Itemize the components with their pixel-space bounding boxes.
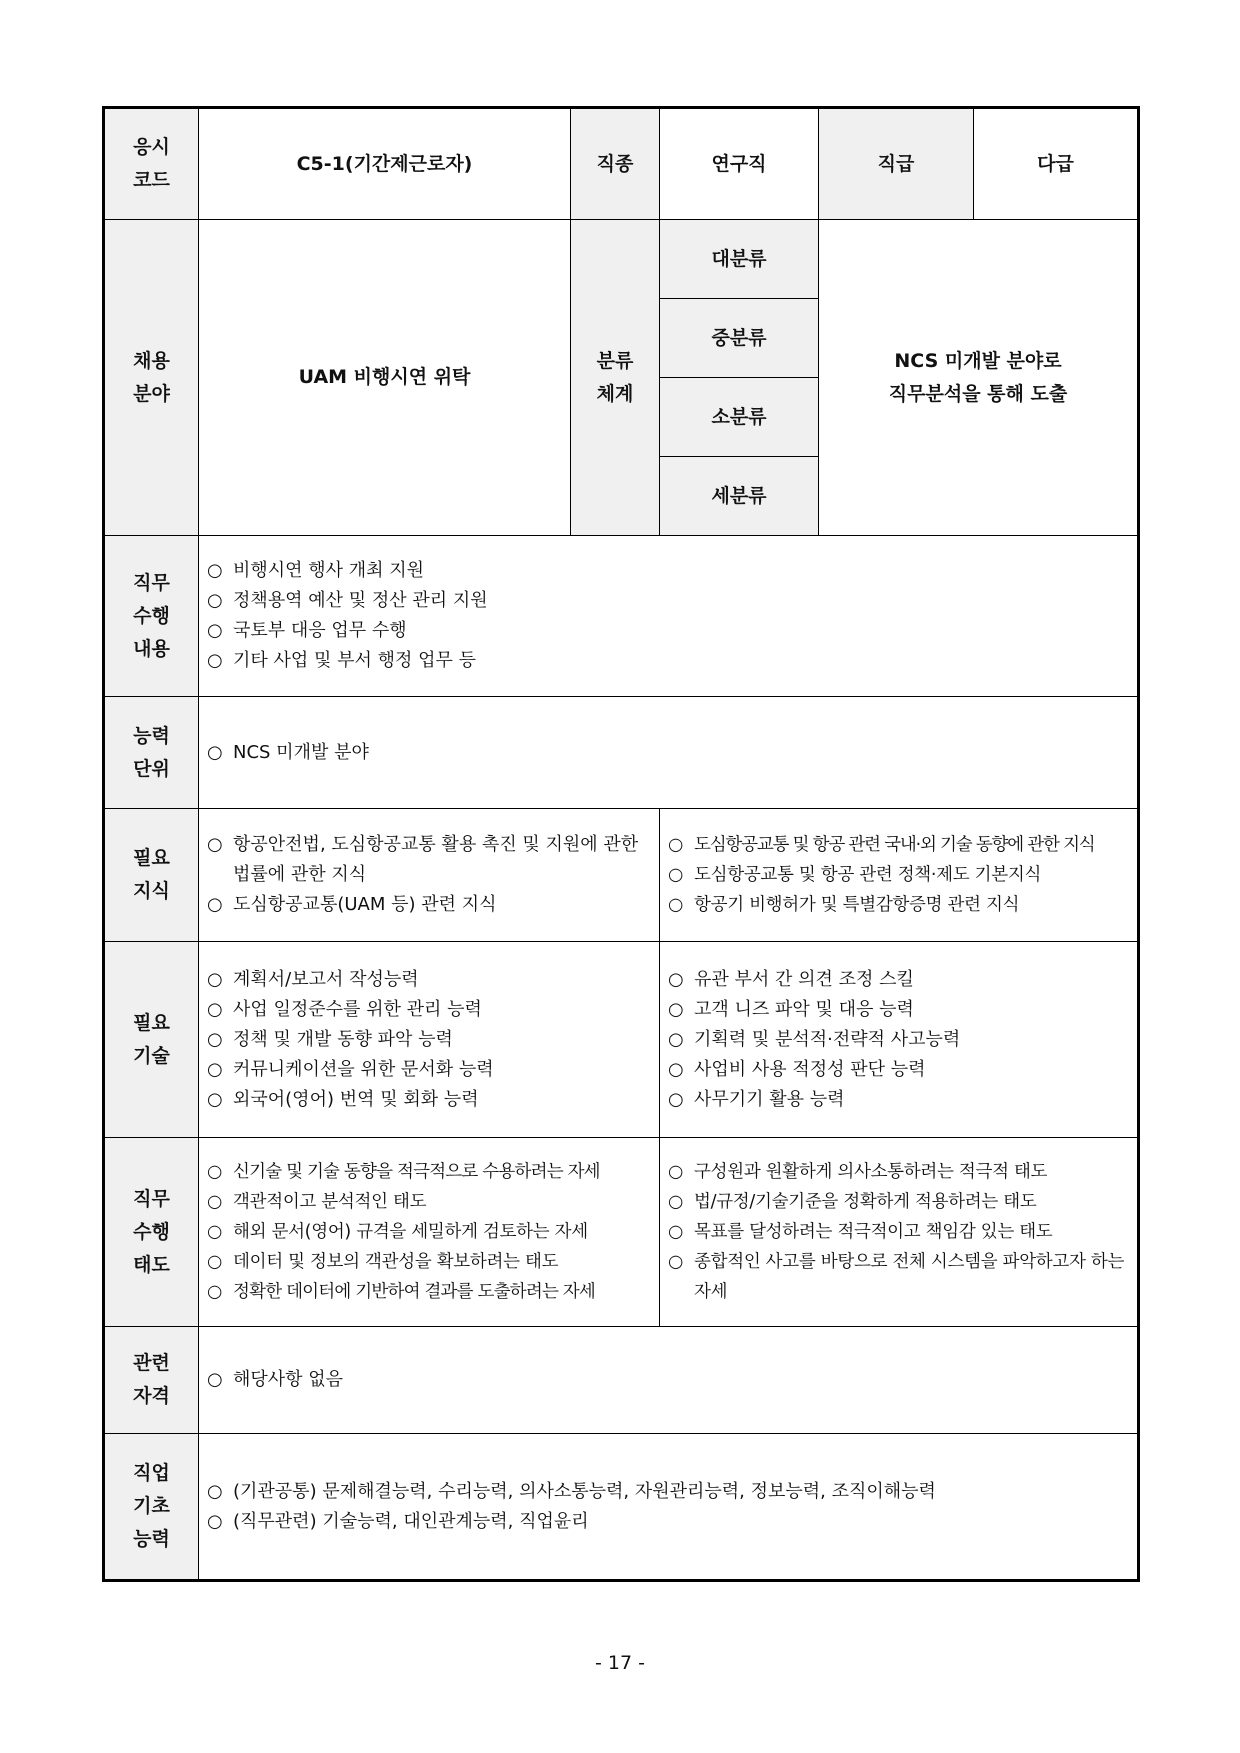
job-type-label: 직종 — [571, 109, 660, 220]
field-value: UAM 비행시연 위탁 — [199, 220, 571, 536]
list-item: ○ 도심항공교통 및 항공 관련 국내·외 기술 동향에 관한 지식 — [668, 830, 1131, 860]
list-item: ○ 정책 및 개발 동향 파악 능력 — [207, 1025, 653, 1055]
bullet-icon: ○ — [207, 560, 223, 581]
bullet-icon: ○ — [207, 620, 223, 641]
knowledge-row — [105, 809, 1138, 942]
list-item: ○ 객관적이고 분석적인 태도 — [207, 1187, 653, 1217]
bullet-icon: ○ — [668, 1192, 683, 1212]
list-item: ○ 계획서/보고서 작성능력 — [207, 965, 653, 995]
bullet-icon: ○ — [207, 741, 223, 763]
bullet-icon: ○ — [668, 1222, 683, 1242]
duties-row — [105, 536, 1138, 697]
bullet-icon: ○ — [207, 894, 223, 915]
exam-code-label: 응시 코드 — [105, 109, 199, 220]
job-description-table — [104, 108, 1138, 1580]
class-level-detail: 세분류 — [660, 457, 819, 536]
bullet-icon: ○ — [207, 650, 223, 671]
list-item: ○ 종합적인 사고를 바탕으로 전체 시스템을 파악하고자 하는 자세 — [668, 1247, 1131, 1307]
exam-code-value: C5-1(기간제근로자) — [199, 109, 571, 220]
bullet-icon: ○ — [668, 1162, 683, 1182]
certs-row — [105, 1327, 1138, 1434]
field-label: 채용 분야 — [105, 220, 199, 536]
bullet-icon: ○ — [207, 1252, 222, 1272]
basics-row — [105, 1434, 1138, 1580]
attitude-left-list — [199, 1138, 660, 1327]
list-item: ○ 신기술 및 기술 동향을 적극적으로 수용하려는 자세 — [207, 1157, 653, 1187]
bullet-icon: ○ — [207, 834, 223, 855]
list-item: ○ 구성원과 원활하게 의사소통하려는 적극적 태도 — [668, 1157, 1131, 1187]
attitude-right-list — [660, 1138, 1138, 1327]
bullet-icon: ○ — [207, 1510, 223, 1532]
ability-unit-row — [105, 697, 1138, 809]
skills-left-list — [199, 942, 660, 1138]
knowledge-label: 필요 지식 — [105, 809, 199, 942]
basics-list — [199, 1434, 1138, 1580]
page-number: - 17 - — [595, 1652, 645, 1674]
attitude-label: 직무 수행 태도 — [105, 1138, 199, 1327]
bullet-icon: ○ — [668, 865, 683, 885]
duties-label: 직무 수행 내용 — [105, 536, 199, 697]
list-item: ○ 기타 사업 및 부서 행정 업무 등 — [207, 646, 1131, 676]
ability-unit-list — [199, 697, 1138, 809]
bullet-icon: ○ — [207, 1192, 222, 1212]
skills-row — [105, 942, 1138, 1138]
list-item: ○ 해외 문서(영어) 규격을 세밀하게 검토하는 자세 — [207, 1217, 653, 1247]
bullet-icon: ○ — [207, 1028, 223, 1050]
bullet-icon: ○ — [207, 1058, 223, 1080]
list-item: ○ 사무기기 활용 능력 — [668, 1085, 1131, 1115]
skills-label: 필요 기술 — [105, 942, 199, 1138]
bullet-icon: ○ — [668, 1028, 684, 1050]
duties-list — [199, 536, 1138, 697]
attitude-row — [105, 1138, 1138, 1327]
knowledge-right-list — [660, 809, 1138, 942]
list-item: ○ (직무관련) 기술능력, 대인관계능력, 직업윤리 — [207, 1507, 1131, 1537]
bullet-icon: ○ — [207, 1088, 223, 1110]
bullet-icon: ○ — [668, 1058, 684, 1080]
list-item: ○ 정확한 데이터에 기반하여 결과를 도출하려는 자세 — [207, 1277, 653, 1307]
list-item: ○ 커뮤니케이션을 위한 문서화 능력 — [207, 1055, 653, 1085]
bullet-icon: ○ — [668, 998, 684, 1020]
bullet-icon: ○ — [668, 1088, 684, 1110]
list-item: ○ 도심항공교통 및 항공 관련 정책·제도 기본지식 — [668, 860, 1131, 890]
class-level-middle: 중분류 — [660, 299, 819, 378]
list-item: ○ 외국어(영어) 번역 및 회화 능력 — [207, 1085, 653, 1115]
bullet-icon: ○ — [668, 895, 683, 915]
list-item: ○ 사업 일정준수를 위한 관리 능력 — [207, 995, 653, 1025]
ability-unit-label: 능력 단위 — [105, 697, 199, 809]
list-item: ○ 사업비 사용 적정성 판단 능력 — [668, 1055, 1131, 1085]
certs-list — [199, 1327, 1138, 1434]
header-row — [105, 109, 1138, 220]
grade-value: 다급 — [974, 109, 1138, 220]
list-item: ○ 유관 부서 간 의견 조정 스킬 — [668, 965, 1131, 995]
bullet-icon: ○ — [668, 835, 683, 855]
bullet-icon: ○ — [668, 968, 684, 990]
bullet-icon: ○ — [207, 1222, 222, 1242]
list-item: ○ 목표를 달성하려는 적극적이고 책임감 있는 태도 — [668, 1217, 1131, 1247]
bullet-icon: ○ — [207, 1282, 222, 1302]
list-item: ○ NCS 미개발 분야 — [207, 738, 1131, 768]
class-level-major: 대분류 — [660, 220, 819, 299]
list-item: ○ 항공안전법, 도심항공교통 활용 촉진 및 지원에 관한 법률에 관한 지식 — [207, 830, 653, 890]
list-item: ○ 기획력 및 분석적·전략적 사고능력 — [668, 1025, 1131, 1055]
bullet-icon: ○ — [207, 1480, 223, 1502]
skills-right-list — [660, 942, 1138, 1138]
bullet-icon: ○ — [668, 1252, 683, 1272]
bullet-icon: ○ — [207, 998, 223, 1020]
job-type-value: 연구직 — [660, 109, 819, 220]
bullet-icon: ○ — [207, 590, 223, 611]
classification-label: 분류 체계 — [571, 220, 660, 536]
class-level-minor: 소분류 — [660, 378, 819, 457]
bullet-icon: ○ — [207, 968, 223, 990]
grade-label: 직급 — [819, 109, 974, 220]
list-item: ○ 정책용역 예산 및 정산 관리 지원 — [207, 586, 1131, 616]
bullet-icon: ○ — [207, 1369, 223, 1390]
classification-value: NCS 미개발 분야로 직무분석을 통해 도출 — [819, 220, 1138, 536]
list-item: ○ 고객 니즈 파악 및 대응 능력 — [668, 995, 1131, 1025]
basics-label: 직업 기초 능력 — [105, 1434, 199, 1580]
list-item: ○ 도심항공교통(UAM 등) 관련 지식 — [207, 890, 653, 920]
list-item: ○ 해당사항 없음 — [207, 1365, 1131, 1395]
list-item: ○ 국토부 대응 업무 수행 — [207, 616, 1131, 646]
certs-label: 관련 자격 — [105, 1327, 199, 1434]
list-item: ○ 항공기 비행허가 및 특별감항증명 관련 지식 — [668, 890, 1131, 920]
list-item: ○ 비행시연 행사 개최 지원 — [207, 556, 1131, 586]
list-item: ○ 데이터 및 정보의 객관성을 확보하려는 태도 — [207, 1247, 653, 1277]
list-item: ○ (기관공통) 문제해결능력, 수리능력, 의사소통능력, 자원관리능력, 정보능력, 조직이해능력 — [207, 1477, 1131, 1507]
bullet-icon: ○ — [207, 1162, 222, 1182]
list-item: ○ 법/규정/기술기준을 정확하게 적용하려는 태도 — [668, 1187, 1131, 1217]
field-row — [105, 220, 1138, 299]
knowledge-left-list — [199, 809, 660, 942]
